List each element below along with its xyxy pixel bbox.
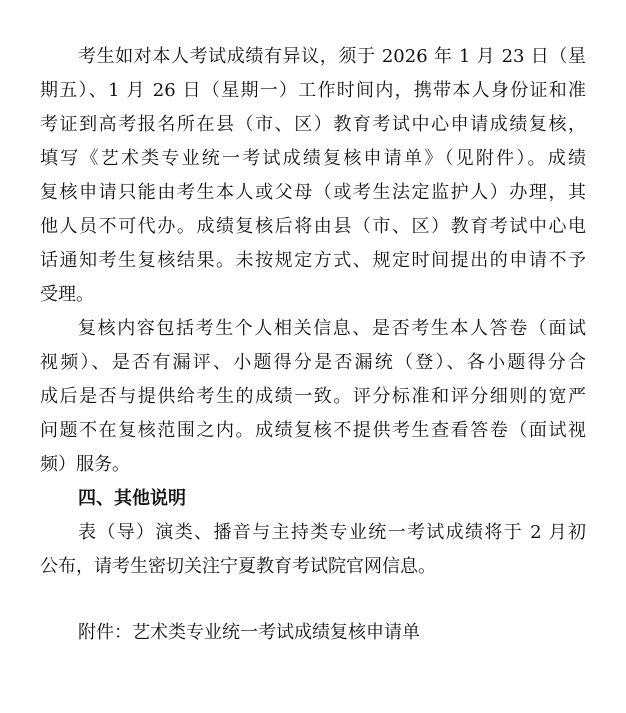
paragraph-line: 复核内容包括考生个人相关信息、是否考生本人答卷（面试 (78, 318, 586, 339)
paragraph-line: 表（导）演类、播音与主持类专业统一考试成绩将于 2 月初 (78, 522, 586, 543)
paragraph-line: 填写《艺术类专业统一考试成绩复核申请单》（见附件）。成绩 (40, 148, 586, 169)
document-body (40, 40, 586, 650)
paragraph-line: 频）服务。 (40, 454, 130, 475)
paragraph-line: 问题不在复核范围之内。成绩复核不提供考生查看答卷（面试视 (40, 420, 586, 441)
paragraph-line: 受理。 (40, 284, 94, 305)
paragraph-line: 话通知考生复核结果。未按规定方式、规定时间提出的申请不予 (40, 250, 586, 271)
paragraph-line: 视频）、是否有漏评、小题得分是否漏统（登）、各小题得分合 (40, 352, 586, 373)
paragraph-line: 复核申请只能由考生本人或父母（或考生法定监护人）办理，其 (40, 182, 586, 203)
paragraph-line: 公布，请考生密切关注宁夏教育考试院官网信息。 (40, 556, 436, 577)
section-heading: 四、其他说明 (78, 488, 186, 509)
paragraph-review-content (40, 312, 586, 482)
paragraph-score-review-application (40, 40, 586, 312)
paragraph-other-notes (40, 516, 586, 584)
paragraph-line: 考证到高考报名所在县（市、区）教育考试中心申请成绩复核， (40, 114, 586, 135)
paragraph-line: 考生如对本人考试成绩有异议，须于 2026 年 1 月 23 日（星 (78, 46, 586, 67)
paragraph-line: 成后是否与提供给考生的成绩一致。评分标准和评分细则的宽严 (40, 386, 586, 407)
spacer (40, 584, 586, 616)
attachment-line: 附件：艺术类专业统一考试成绩复核申请单 (78, 622, 420, 643)
paragraph-line: 他人员不可代办。成绩复核后将由县（市、区）教育考试中心电 (40, 216, 586, 237)
paragraph-line: 期五）、1 月 26 日（星期一）工作时间内，携带本人身份证和准 (40, 80, 586, 101)
